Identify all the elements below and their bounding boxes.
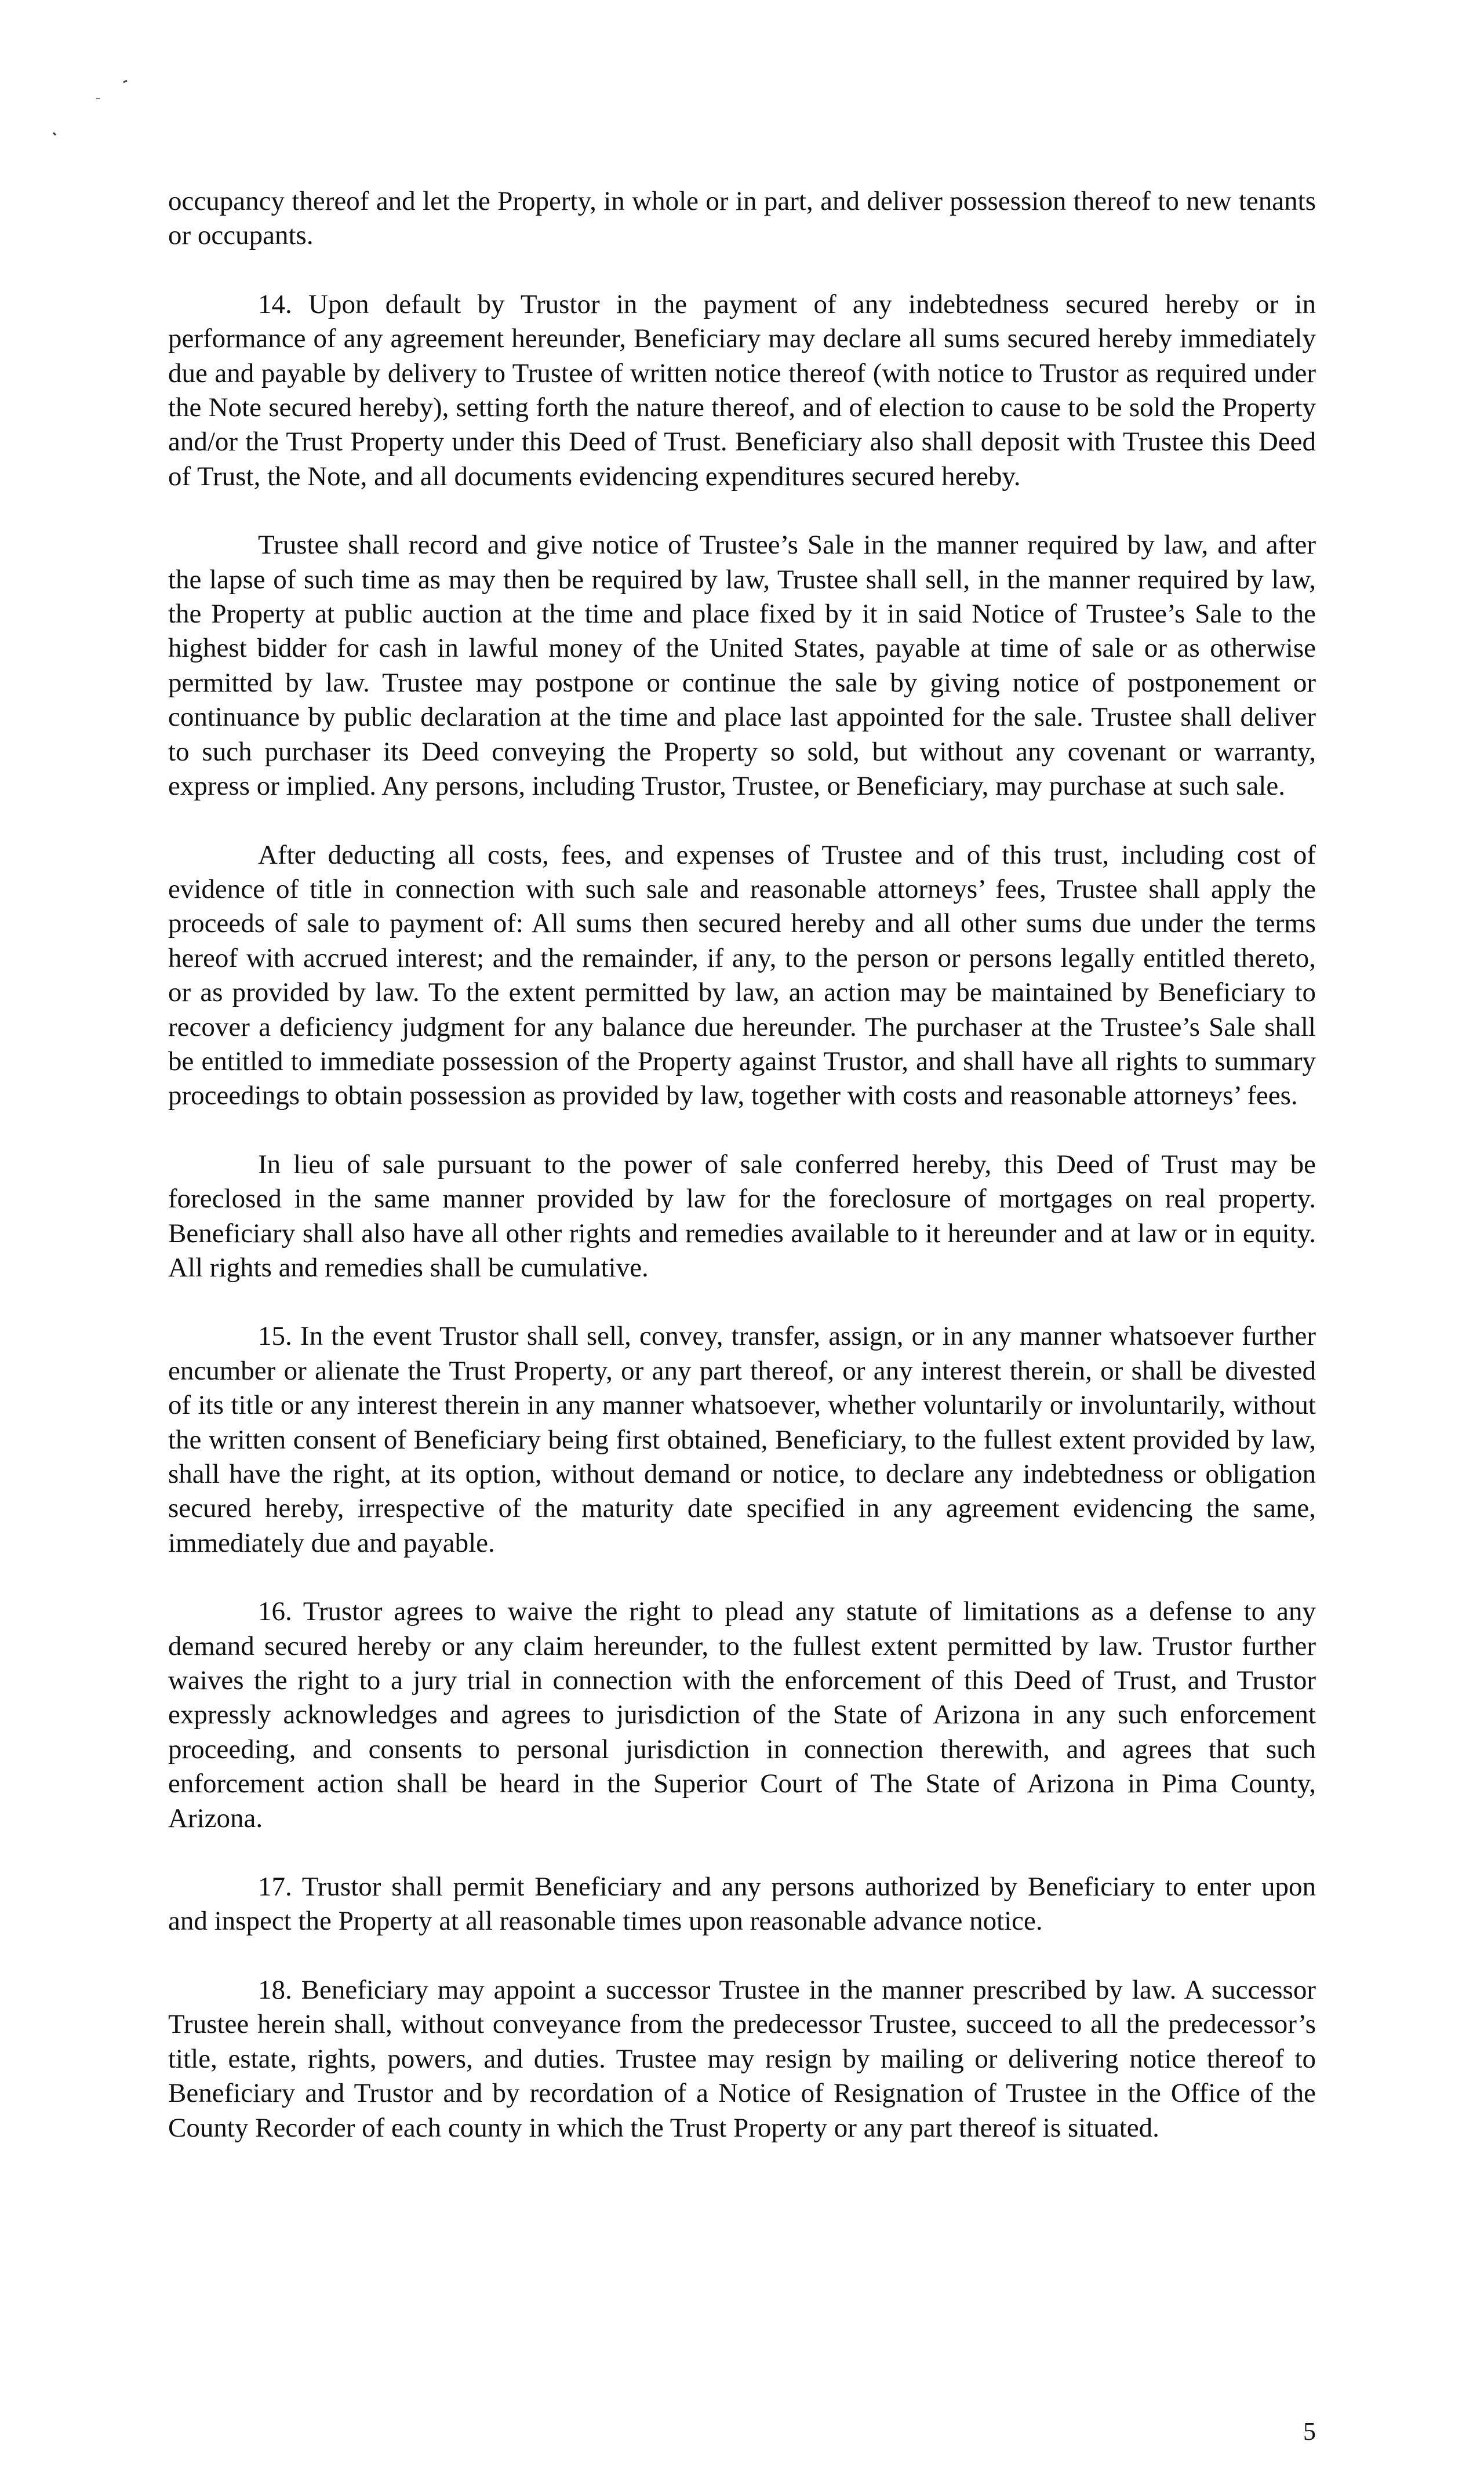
paragraph-section-18: 18. Beneficiary may appoint a successor Trustee in the manner prescribed by law. A successor Trustee herein shall, without conveyance from the predecessor Trustee, succeed to all the predecessor’s title, estate, rights, powers, and duties. Trustee may resign by mailing or delivering notice thereof to Beneficiary and Trustor and by recordation of a Notice of Resignation of Trustee in the Office of the County Recorder of each county in which the Trust Property or any part thereof is situated. (168, 1974, 1316, 2143)
paragraph-section-15: 15. In the event Trustor shall sell, convey, transfer, assign, or in any manner whatsoever further encumber or alienate the Trust Property, or any part thereof, or any interest therein, or shall be divested of its title or any interest therein in any manner whatsoever, whether voluntarily or involuntarily, without the written consent of Beneficiary being first obtained, Beneficiary, to the fullest extent provided by law, shall have the right, at its option, without demand or notice, to declare any indebtedness or obligation secured hereby, irrespective of the maturity date specified in any agreement evidencing the same, immediately due and payable. (168, 1321, 1316, 1558)
page-number: 5 (1303, 2417, 1316, 2446)
paragraph-foreclosure: In lieu of sale pursuant to the power of sale conferred hereby, this Deed of Trust may be foreclosed in the same manner provided by law for the foreclosure of mortgages on real property. Beneficiary shall also have all other rights and remedies available to it hereunder and at law or in equity. All rights and remedies shall be cumulative. (168, 1149, 1316, 1283)
paragraph-trustee-sale: Trustee shall record and give notice of Trustee’s Sale in the manner required by law, and after the lapse of such time as may then be required by law, Trustee shall sell, in the manner required by law, the Property at public auction at the time and place fixed by it in said Notice of Trustee’s Sale to the highest bidder for cash in lawful money of the United States, payable at time of sale or as otherwise permitted by law. Trustee may postpone or continue the sale by giving notice of postponement or continuance by public declaration at the time and place last appointed for the sale. Trustee shall deliver to such purchaser its Deed conveying the Property so sold, but without any covenant or warranty, express or implied. Any persons, including Trustor, Trustee, or Beneficiary, may purchase at such sale. (168, 530, 1316, 802)
paragraph-section-14: 14. Upon default by Trustor in the payment of any indebtedness secured hereby or in performance of any agreement hereunder, Beneficiary may declare all sums secured hereby immediately due and payable by delivery to Trustee of written notice thereof (with notice to Trustor as required under the Note secured hereby), setting forth the nature thereof, and of election to cause to be sold the Property and/or the Trust Property under this Deed of Trust. Beneficiary also shall deposit with Trustee this Deed of Trust, the Note, and all documents evidencing expenditures secured hereby. (168, 289, 1316, 492)
paragraph-continuation: occupancy thereof and let the Property, in whole or in part, and deliver possession thereof to new tenants or occupants. (168, 186, 1316, 251)
paragraph-proceeds: After deducting all costs, fees, and expenses of Trustee and of this trust, including cost of evidence of title in connection with such sale and reasonable attorneys’ fees, Trustee shall apply the proceeds of sale to payment of: All sums then secured hereby and all other sums due under the terms hereof with accrued interest; and the remainder, if any, to the person or persons legally entitled thereto, or as provided by law. To the extent permitted by law, an action may be maintained by Beneficiary to recover a deficiency judgment for any balance due hereunder. The purchaser at the Trustee’s Sale shall be entitled to immediate possession of the Property against Trustor, and shall have all rights to summary proceedings to obtain possession as provided by law, together with costs and reasonable attorneys’ fees. (168, 839, 1316, 1111)
paragraph-section-16: 16. Trustor agrees to waive the right to plead any statute of limitations as a defense to any demand secured hereby or any claim hereunder, to the fullest extent permitted by law. Trustor further waives the right to a jury trial in connection with the enforcement of this Deed of Trust, and Trustor expressly acknowledges and agrees to jurisdiction of the State of Arizona in any such enforcement proceeding, and consents to personal jurisdiction in connection therewith, and agrees that such enforcement action shall be heard in the Superior Court of The State of Arizona in Pima County, Arizona. (168, 1596, 1316, 1833)
scan-marks-decoration (0, 0, 232, 174)
document-body (168, 184, 1316, 2145)
paragraph-section-17: 17. Trustor shall permit Beneficiary and any persons authorized by Beneficiary to enter upon and inspect the Property at all reasonable times upon reasonable advance notice. (168, 1872, 1316, 1937)
